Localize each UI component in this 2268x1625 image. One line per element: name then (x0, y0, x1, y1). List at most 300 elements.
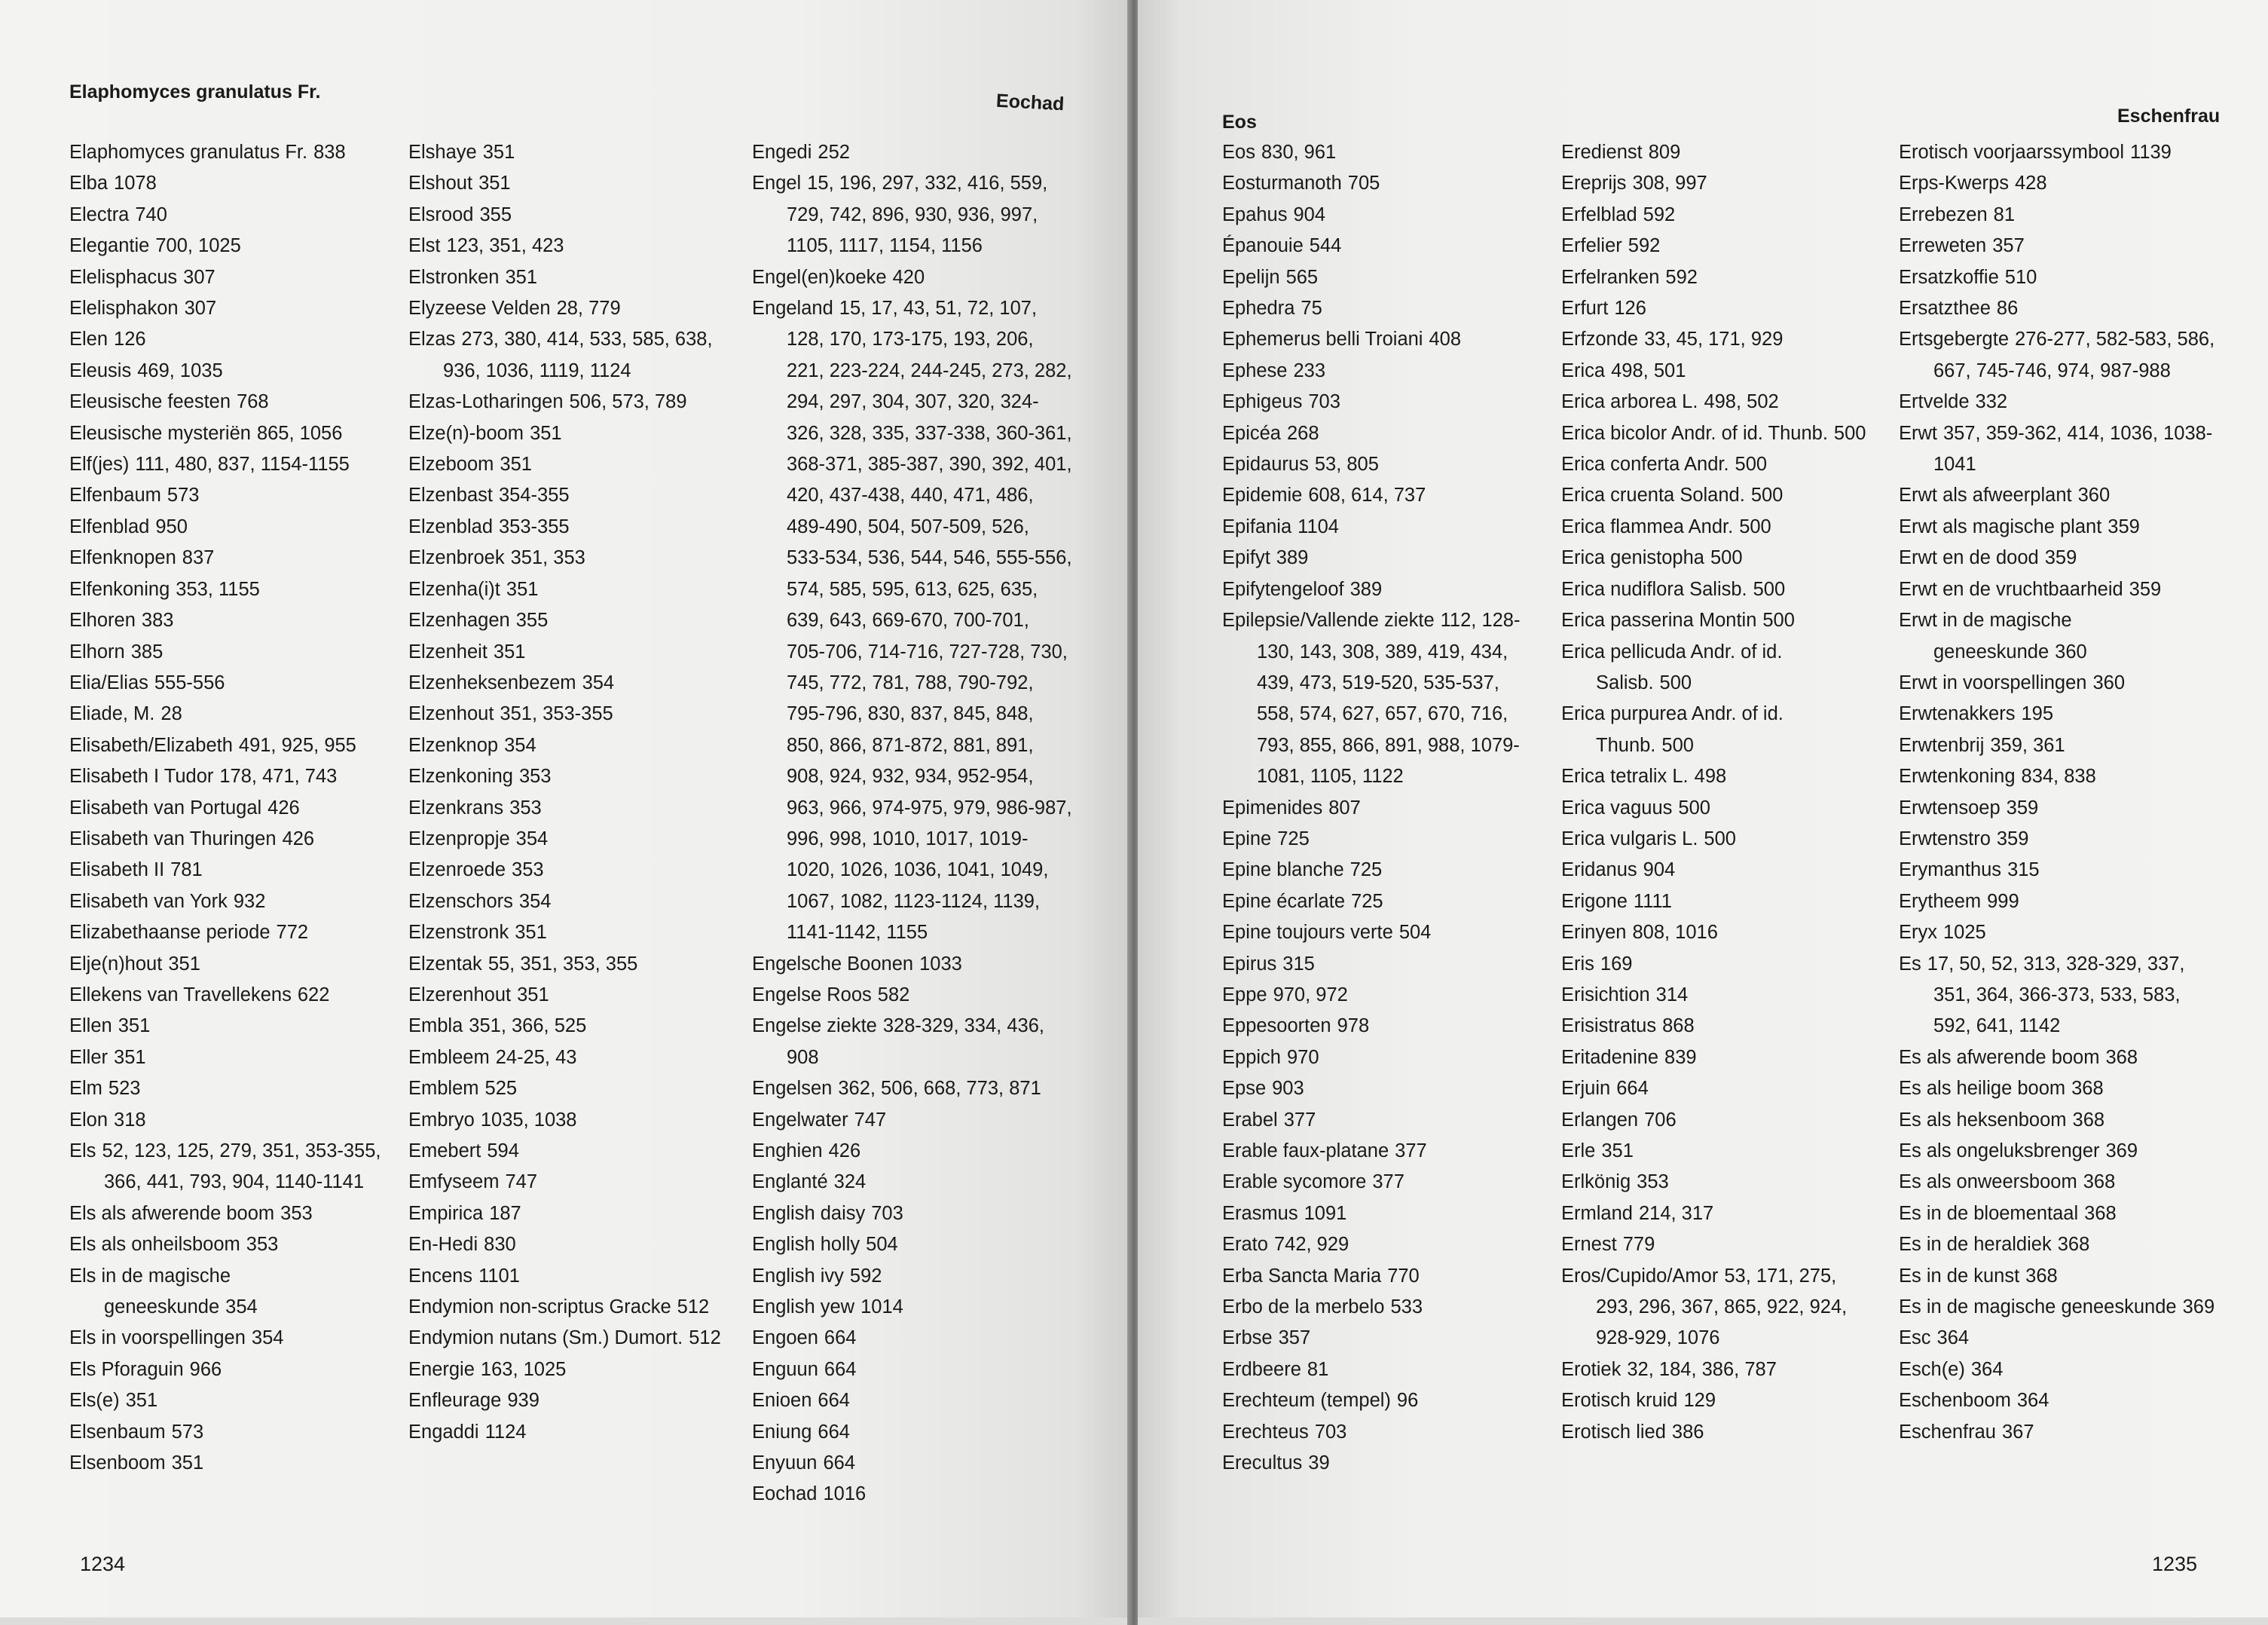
index-entry (1222, 605, 1539, 792)
index-entry (1222, 1323, 1539, 1354)
index-page-refs: 368 (2072, 1109, 2105, 1131)
index-entry (408, 730, 725, 761)
index-entry (1222, 855, 1539, 886)
index-page-refs: 904 (1293, 204, 1326, 225)
index-term: Ephigeus (1222, 391, 1303, 413)
index-page-refs: 498 (1694, 766, 1727, 788)
index-entry (1561, 1011, 1878, 1042)
index-page-refs: 360 (2077, 485, 2111, 506)
index-page-refs: 830, 961 (1261, 142, 1337, 163)
index-entry (1899, 605, 2215, 668)
index-entry (408, 605, 725, 636)
index-term: Epifytengeloof (1222, 578, 1344, 600)
left-page (0, 0, 1130, 1625)
index-term: Enfleurage (408, 1390, 502, 1412)
index-entry (1222, 1229, 1539, 1260)
index-page-refs: 368 (2057, 1234, 2090, 1256)
index-page-refs: 506, 573, 789 (569, 391, 687, 413)
index-page-refs: 830 (484, 1234, 516, 1256)
index-term: Erica passerina Montin (1561, 610, 1757, 632)
index-page-refs: 740 (135, 204, 167, 225)
index-entry (1899, 824, 2215, 855)
index-column (752, 137, 1072, 1510)
index-entry (752, 1479, 1072, 1510)
index-entry (1899, 543, 2215, 574)
index-page-refs: 359 (2044, 547, 2077, 569)
index-term: Elelisphakon (69, 298, 179, 320)
index-term: Elst (408, 235, 441, 257)
index-page-refs: 703 (871, 1202, 903, 1224)
index-entry (1561, 418, 1878, 449)
index-page-refs: 512 (677, 1296, 710, 1318)
index-entry (408, 293, 725, 324)
index-page-refs: 500 (1753, 578, 1786, 600)
index-term: Elfenbaum (69, 485, 161, 506)
index-entry (1222, 418, 1539, 449)
index-entry (1899, 168, 2215, 199)
index-entry (1561, 1042, 1878, 1073)
index-page-refs: 966 (189, 1358, 222, 1380)
index-page-refs: 369 (2182, 1296, 2215, 1318)
index-entry (408, 480, 725, 511)
index-page-refs: 364 (2016, 1390, 2049, 1412)
index-page-refs: 362, 506, 668, 773, 871 (838, 1078, 1041, 1100)
index-term: Erfelier (1561, 235, 1622, 257)
index-entry (408, 886, 725, 917)
index-term: Erwtenstro (1899, 828, 1991, 849)
index-page-refs: 52, 123, 125, 279, 351, 353-355, 366, 441, 793, 904, 1140-1141 (102, 1140, 381, 1193)
index-term: Epidaurus (1222, 454, 1309, 476)
index-entry (752, 1417, 1072, 1448)
index-entry (1899, 1292, 2215, 1323)
index-term: Erwtenakkers (1899, 703, 2016, 725)
index-term: Erytheem (1899, 890, 1982, 912)
index-entry (1899, 418, 2215, 481)
index-page-refs: 725 (1351, 890, 1383, 912)
index-term: Endymion nutans (Sm.) Dumort. (408, 1327, 683, 1349)
index-column (1899, 137, 2215, 1448)
index-entry (408, 512, 725, 543)
index-term: Erotiek (1561, 1358, 1622, 1380)
index-entry (1899, 1229, 2215, 1260)
index-term: Elhoren (69, 610, 136, 632)
index-entry (1222, 324, 1539, 355)
index-term: Elje(n)hout (69, 953, 163, 975)
index-page-refs: 469, 1035 (137, 360, 223, 381)
index-entry (1561, 1167, 1878, 1198)
index-entry (408, 168, 725, 199)
index-page-refs: 504 (1398, 922, 1432, 944)
index-term: Epine blanche (1222, 859, 1344, 881)
index-term: Erbo de la merbelo (1222, 1296, 1385, 1318)
index-term: Elizabethaanse periode (69, 922, 271, 944)
index-page-refs: 1014 (860, 1296, 903, 1318)
index-term: Empirica (408, 1202, 484, 1224)
page-number: 1234 (80, 1553, 126, 1575)
index-page-refs: 351 (168, 953, 200, 975)
index-entry (1899, 793, 2215, 824)
index-page-refs: 808, 1016 (1632, 922, 1718, 944)
index-entry (69, 1385, 386, 1416)
index-entry (1561, 293, 1878, 324)
index-term: Engelse ziekte (752, 1015, 877, 1037)
index-term: Ereprijs (1561, 173, 1627, 194)
index-entry (1561, 543, 1878, 574)
index-entry (69, 387, 386, 418)
index-entry (408, 137, 725, 168)
index-entry (408, 917, 725, 948)
index-entry (69, 855, 386, 886)
index-page-refs: 354 (582, 672, 615, 693)
index-entry (752, 1011, 1072, 1073)
index-term: Erlangen (1561, 1109, 1639, 1131)
index-term: Engoen (752, 1327, 818, 1349)
index-page-refs: 544 (1309, 235, 1342, 257)
index-term: Erjuin (1561, 1078, 1611, 1100)
index-term: Els als onheilsboom (69, 1234, 240, 1256)
index-term: Ernest (1561, 1234, 1617, 1256)
index-page-refs: 1111 (1633, 890, 1672, 912)
index-page-refs: 725 (1349, 859, 1383, 881)
index-entry (69, 1136, 386, 1198)
index-page-refs: 214, 317 (1638, 1202, 1714, 1224)
index-entry (1222, 980, 1539, 1011)
index-entry (1222, 1385, 1539, 1416)
index-term: Elsrood (408, 204, 474, 225)
index-term: Erica (1561, 360, 1606, 381)
index-term: Erfurt (1561, 298, 1609, 320)
index-term: Elzas (408, 329, 456, 350)
index-term: Els (69, 1140, 96, 1161)
index-entry (69, 324, 386, 355)
index-term: Elzerenhout (408, 984, 512, 1005)
index-entry (1899, 730, 2215, 761)
index-entry (408, 543, 725, 574)
right-catchword-head: Eos (1222, 112, 1257, 133)
index-term: Elzenha(i)t (408, 578, 500, 600)
index-term: Es als onweersboom (1899, 1171, 2077, 1193)
index-term: Epahus (1222, 204, 1288, 225)
index-term: Es in de bloementaal (1899, 1202, 2079, 1224)
right-page (1138, 0, 2268, 1625)
index-term: Eppe (1222, 984, 1267, 1005)
index-term: Eschenfrau (1899, 1421, 1996, 1443)
index-term: Emfyseem (408, 1171, 500, 1193)
index-term: Elzenkoning (408, 766, 513, 788)
index-term: Elzentak (408, 953, 482, 975)
index-page-refs: 364 (1936, 1327, 1970, 1349)
index-page-refs: 510 (2004, 266, 2037, 288)
index-page-refs: 703 (1308, 391, 1340, 413)
index-term: Enghien (752, 1140, 823, 1161)
index-page-refs: 770 (1387, 1265, 1420, 1287)
index-entry (1561, 1354, 1878, 1385)
index-entry (69, 886, 386, 917)
index-term: Elzenbroek (408, 547, 505, 569)
index-entry (408, 1198, 725, 1229)
index-page-refs: 703 (1314, 1421, 1347, 1443)
index-page-refs: 81 (1993, 204, 2016, 225)
index-entry (408, 1385, 725, 1416)
index-page-refs: 428 (2014, 173, 2047, 194)
index-page-refs: 355 (479, 204, 512, 225)
index-term: Epelijn (1222, 266, 1280, 288)
index-page-refs: 86 (1996, 298, 2019, 320)
index-term: Elzas-Lotharingen (408, 391, 564, 413)
index-page-refs: 498, 501 (1611, 360, 1686, 381)
index-entry (1222, 449, 1539, 480)
index-term: Ephedra (1222, 298, 1295, 320)
index-term: Es als afwerende boom (1899, 1046, 2100, 1068)
index-page-refs: 500 (1833, 422, 1866, 444)
index-entry (1561, 1261, 1878, 1354)
index-term: Epine écarlate (1222, 890, 1346, 912)
index-page-refs: 500 (1704, 828, 1736, 849)
index-page-refs: 386 (1671, 1421, 1704, 1443)
index-entry (1899, 917, 2215, 948)
index-entry (1561, 324, 1878, 355)
index-entry (1561, 949, 1878, 980)
index-term: Epine toujours verte (1222, 922, 1393, 944)
index-entry (1899, 761, 2215, 792)
index-entry (1222, 1073, 1539, 1104)
index-term: Eris (1561, 953, 1594, 975)
index-entry (1561, 449, 1878, 480)
index-term: Els(e) (69, 1390, 120, 1412)
index-entry (1899, 574, 2215, 605)
index-page-refs: 367 (2002, 1421, 2034, 1443)
index-entry (408, 574, 725, 605)
index-entry (408, 449, 725, 480)
index-entry (1561, 855, 1878, 886)
index-term: Erymanthus (1899, 859, 2002, 881)
index-entry (408, 387, 725, 418)
index-term: Épanouie (1222, 235, 1304, 257)
index-page-refs: 664 (818, 1390, 850, 1412)
index-entry (69, 917, 386, 948)
index-page-refs: 838 (313, 142, 346, 163)
index-entry (1899, 1042, 2215, 1073)
index-page-refs: 129 (1683, 1390, 1716, 1412)
index-entry (752, 1354, 1072, 1385)
index-entry (408, 1011, 725, 1042)
index-term: Elisabeth van Portugal (69, 797, 262, 819)
index-term: Erica vulgaris L. (1561, 828, 1698, 849)
index-entry (69, 793, 386, 824)
index-term: Ermland (1561, 1202, 1633, 1224)
index-term: Erechteus (1222, 1421, 1309, 1443)
index-entry (1899, 387, 2215, 418)
index-entry (1899, 200, 2215, 231)
index-entry (1899, 137, 2215, 168)
index-term: Els Pforaguin (69, 1358, 184, 1380)
index-entry (1899, 668, 2215, 699)
index-term: Ersatzthee (1899, 298, 1991, 320)
index-entry (752, 980, 1072, 1011)
index-page-refs: 664 (1616, 1078, 1649, 1100)
index-term: Ellekens van Travellekens (69, 984, 292, 1005)
index-entry (1899, 1167, 2215, 1198)
index-column (69, 137, 386, 1479)
index-page-refs: 377 (1372, 1171, 1405, 1193)
index-term: Erica flammea Andr. (1561, 516, 1734, 537)
index-term: Elzenstronk (408, 922, 509, 944)
index-page-refs: 351 (493, 641, 526, 663)
index-term: Erigone (1561, 890, 1628, 912)
index-term: Elisabeth/Elizabeth (69, 734, 233, 756)
index-term: Eleusische feesten (69, 391, 231, 413)
index-entry (1222, 200, 1539, 231)
index-entry (752, 1198, 1072, 1229)
index-term: Erica arborea L. (1561, 391, 1698, 413)
index-page-refs: 351 (125, 1390, 158, 1412)
index-page-refs: 565 (1285, 266, 1319, 288)
index-term: Erwt en de dood (1899, 547, 2039, 569)
index-page-refs: 123, 351, 423 (446, 235, 564, 257)
index-page-refs: 315 (1282, 953, 1315, 975)
index-term: Epirus (1222, 953, 1277, 975)
index-term: Elisabeth II (69, 859, 165, 881)
index-term: Erica purpurea Andr. of id. Thunb. (1561, 703, 1784, 756)
index-entry (1561, 1198, 1878, 1229)
index-term: Engelsen (752, 1078, 833, 1100)
index-entry (69, 980, 386, 1011)
index-term: Elfenknopen (69, 547, 176, 569)
index-term: Endymion non-scriptus Gracke (408, 1296, 671, 1318)
index-entry (1561, 1073, 1878, 1104)
index-term: Erfzonde (1561, 329, 1639, 350)
index-term: Elzenblad (408, 516, 493, 537)
index-entry (752, 1385, 1072, 1416)
index-page-refs: 747 (854, 1109, 887, 1131)
index-page-refs: 32, 184, 386, 787 (1627, 1358, 1777, 1380)
index-entry (1561, 793, 1878, 824)
index-page-refs: 573 (167, 485, 200, 506)
index-page-refs: 360 (2055, 641, 2087, 663)
index-page-refs: 126 (1614, 298, 1646, 320)
index-term: En-Hedi (408, 1234, 478, 1256)
index-page-refs: 96 (1396, 1390, 1419, 1412)
index-entry (752, 168, 1072, 262)
index-entry (1222, 1105, 1539, 1136)
index-term: Elstronken (408, 266, 500, 288)
index-term: Erechteum (tempel) (1222, 1390, 1391, 1412)
index-term: Erica nudiflora Salisb. (1561, 578, 1747, 600)
index-entry (1222, 574, 1539, 605)
index-page-refs: 111, 480, 837, 1154-1155 (135, 454, 350, 476)
index-term: Eredienst (1561, 142, 1643, 163)
index-page-refs: 351 (171, 1452, 204, 1474)
index-entry (69, 480, 386, 511)
index-entry (69, 605, 386, 636)
index-term: Embla (408, 1015, 463, 1037)
index-entry (408, 200, 725, 231)
index-page-refs: 368 (2105, 1046, 2138, 1068)
index-page-refs: 307 (183, 266, 215, 288)
index-entry (1899, 1354, 2215, 1385)
index-page-refs: 592 (1643, 204, 1676, 225)
index-entry (408, 1292, 725, 1323)
index-page-refs: 837 (182, 547, 215, 569)
index-page-refs: 904 (1643, 859, 1676, 881)
index-page-refs: 55, 351, 353, 355 (488, 953, 638, 975)
index-term: Erotisch lied (1561, 1421, 1666, 1443)
index-page-refs: 364 (1970, 1358, 2004, 1380)
index-page-refs: 742, 929 (1273, 1234, 1349, 1256)
index-entry (1899, 512, 2215, 543)
index-entry (408, 699, 725, 730)
index-term: Engel (752, 173, 802, 194)
index-page-refs: 500 (1750, 485, 1784, 506)
index-page-refs: 318 (114, 1109, 146, 1131)
index-term: Epimenides (1222, 797, 1323, 819)
index-term: Engeland (752, 298, 833, 320)
index-term: Erba Sancta Maria (1222, 1265, 1382, 1287)
index-entry (1561, 761, 1878, 792)
index-term: Encens (408, 1265, 473, 1287)
index-term: Eppich (1222, 1046, 1281, 1068)
index-entry (1222, 824, 1539, 855)
index-term: Elzenheit (408, 641, 488, 663)
index-page-refs: 314 (1655, 984, 1689, 1005)
index-term: Epifania (1222, 516, 1292, 537)
index-page-refs: 504 (866, 1234, 898, 1256)
index-entry (1222, 231, 1539, 262)
index-page-refs: 357 (1278, 1327, 1311, 1349)
index-entry (1561, 231, 1878, 262)
index-page-refs: 354 (225, 1296, 258, 1318)
index-term: Es (1899, 953, 1921, 975)
index-term: Elisabeth van York (69, 890, 228, 912)
index-term: Engedi (752, 142, 812, 163)
index-entry (69, 1073, 386, 1104)
index-term: Elzenhagen (408, 610, 510, 632)
index-entry (69, 699, 386, 730)
index-term: Es in de magische geneeskunde (1899, 1296, 2177, 1318)
index-entry (1899, 324, 2215, 387)
index-page-refs: 772 (276, 922, 309, 944)
index-page-refs: 1101 (478, 1265, 520, 1287)
index-entry (69, 418, 386, 449)
index-page-refs: 315 (2007, 859, 2040, 881)
index-term: Erica vaguus (1561, 797, 1673, 819)
index-page-refs: 500 (1762, 610, 1795, 632)
index-page-refs: 368 (2084, 1202, 2117, 1224)
index-entry (1222, 293, 1539, 324)
index-entry (752, 137, 1072, 168)
index-entry (1899, 699, 2215, 730)
index-term: Erbse (1222, 1327, 1273, 1349)
index-term: Eos (1222, 142, 1255, 163)
index-page-refs: 523 (108, 1078, 141, 1100)
index-entry (1561, 480, 1878, 511)
index-entry (69, 293, 386, 324)
index-term: Elisabeth I Tudor (69, 766, 214, 788)
index-term: Eryx (1899, 922, 1937, 944)
index-page-refs: 865, 1056 (256, 422, 343, 444)
index-entry (69, 668, 386, 699)
index-page-refs: 747 (505, 1171, 537, 1193)
index-page-refs: 389 (1349, 578, 1383, 600)
index-entry (1222, 1417, 1539, 1448)
index-entry (408, 262, 725, 293)
index-page-refs: 1033 (919, 953, 962, 975)
index-entry (1222, 1042, 1539, 1073)
index-entry (69, 512, 386, 543)
index-column (1561, 137, 1878, 1448)
index-term: Ellen (69, 1015, 112, 1037)
index-entry (1899, 231, 2215, 262)
